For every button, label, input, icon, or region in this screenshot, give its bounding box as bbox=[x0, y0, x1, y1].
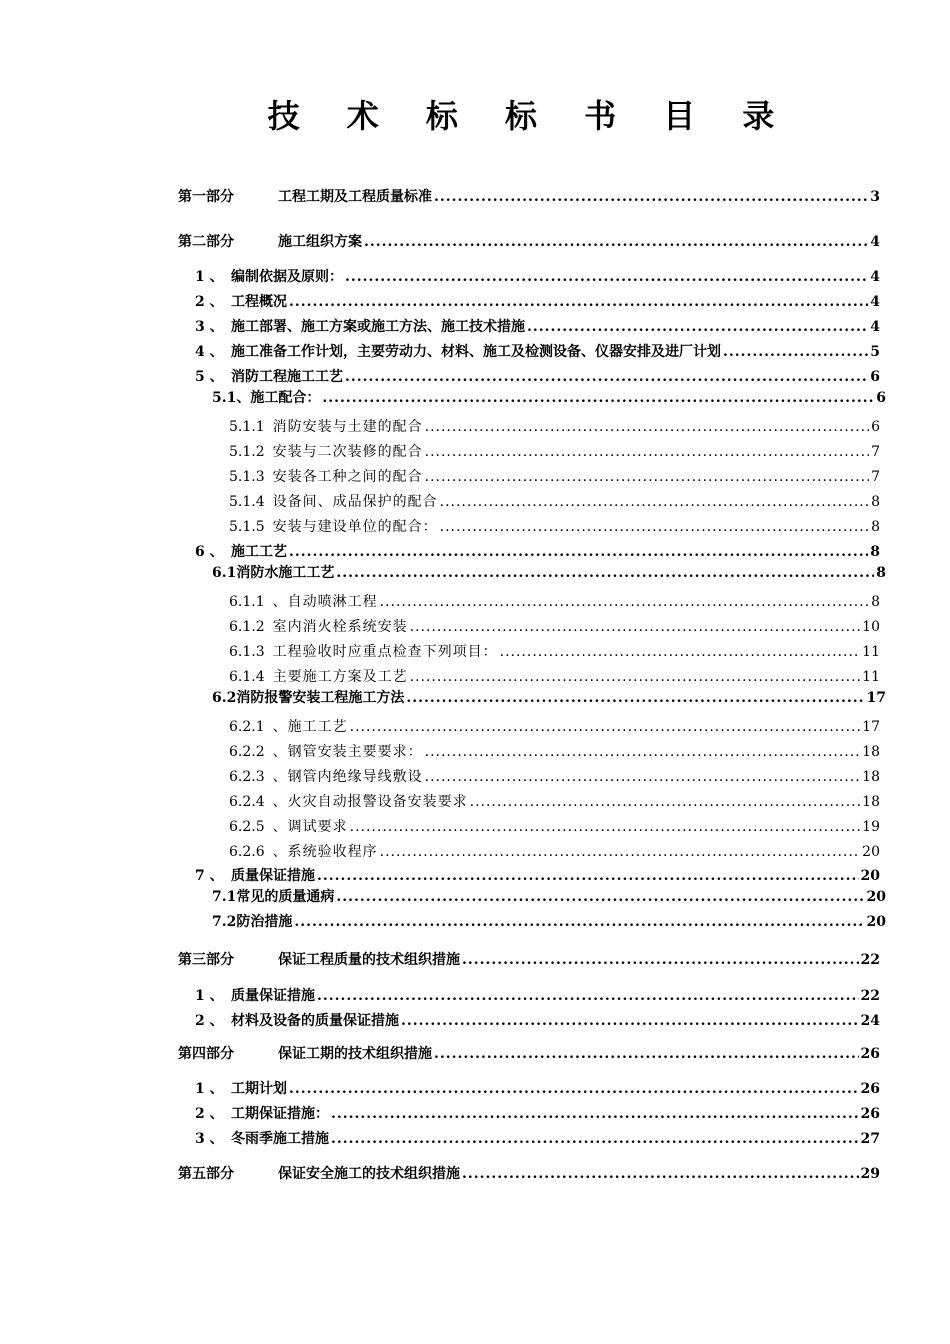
toc-entry-label: 消防水施工工艺 bbox=[236, 565, 335, 581]
dot-leader bbox=[345, 268, 868, 286]
toc-entry-label: 、钢管安装主要要求： bbox=[272, 744, 423, 760]
toc-entry-page: 6 bbox=[870, 369, 880, 385]
toc-entry-number: 6.2.5 bbox=[229, 819, 265, 835]
dot-leader bbox=[462, 1165, 859, 1183]
toc-entry[interactable] bbox=[229, 743, 880, 761]
toc-entry-page: 24 bbox=[860, 1013, 880, 1029]
toc-entry-number: 5.1.2 bbox=[229, 444, 265, 460]
toc-entry[interactable] bbox=[195, 293, 880, 311]
toc-entry-number: 6.2.3 bbox=[229, 769, 265, 785]
toc-entry-label: 常见的质量通病 bbox=[236, 889, 335, 905]
dot-leader bbox=[336, 564, 874, 582]
toc-entry[interactable] bbox=[195, 368, 880, 386]
toc-entry-page: 5 bbox=[870, 344, 880, 360]
dot-leader bbox=[294, 913, 864, 931]
toc-entry-page: 8 bbox=[871, 519, 880, 535]
toc-entry-number: 7.1 bbox=[212, 889, 237, 905]
toc-entry[interactable] bbox=[195, 318, 880, 336]
toc-entry-page: 26 bbox=[860, 1081, 880, 1097]
toc-entry-number: 7 、 bbox=[195, 868, 224, 884]
toc-entry-number: 4 、 bbox=[195, 344, 224, 360]
dot-leader bbox=[345, 368, 868, 386]
toc-entry[interactable] bbox=[178, 233, 880, 251]
toc-entry-page: 8 bbox=[871, 494, 880, 510]
toc-entry-number: 5 、 bbox=[195, 369, 224, 385]
toc-entry[interactable] bbox=[195, 1105, 880, 1123]
dot-leader bbox=[289, 1080, 859, 1098]
toc-entry-number: 第三部分 bbox=[178, 952, 234, 968]
toc-entry-label: 施工部署、施工方案或施工方法、施工技术措施 bbox=[231, 319, 525, 335]
toc-entry-number: 2 、 bbox=[195, 1013, 224, 1029]
dot-leader bbox=[440, 493, 869, 511]
toc-entry-page: 26 bbox=[860, 1106, 880, 1122]
toc-entry-number: 5.1.5 bbox=[229, 519, 265, 535]
dot-leader bbox=[410, 668, 861, 686]
dot-leader bbox=[331, 1105, 859, 1123]
toc-entry-number: 5.1.3 bbox=[229, 469, 265, 485]
toc-entry-number: 第一部分 bbox=[178, 189, 234, 205]
toc-entry-page: 26 bbox=[860, 1046, 880, 1062]
toc-entry-label: 安装各工种之间的配合 bbox=[272, 469, 423, 485]
dot-leader bbox=[289, 543, 868, 561]
dot-leader bbox=[425, 743, 861, 761]
toc-entry-number: 6 、 bbox=[195, 544, 224, 560]
dot-leader bbox=[380, 593, 869, 611]
toc-entry-page: 27 bbox=[860, 1131, 880, 1147]
toc-entry-page: 4 bbox=[870, 319, 880, 335]
toc-entry[interactable] bbox=[195, 1012, 880, 1030]
toc-entry-label: 冬雨季施工措施 bbox=[231, 1131, 329, 1147]
toc-entry-label: 安装与建设单位的配合： bbox=[272, 519, 438, 535]
toc-entry-page: 3 bbox=[870, 189, 880, 205]
dot-leader bbox=[380, 843, 861, 861]
toc-entry[interactable] bbox=[229, 468, 880, 486]
dot-leader bbox=[425, 418, 869, 436]
toc-entry[interactable] bbox=[229, 718, 880, 736]
toc-entry-label: 质量保证措施 bbox=[231, 988, 315, 1004]
toc-entry[interactable] bbox=[212, 689, 886, 707]
toc-entry-number: 6.1.1 bbox=[229, 594, 265, 610]
toc-entry-number: 6.1.4 bbox=[229, 669, 265, 685]
toc-entry-number: 6.1 bbox=[212, 565, 237, 581]
toc-entry-page: 11 bbox=[862, 669, 880, 685]
toc-entry-number: 7.2 bbox=[212, 914, 237, 930]
toc-entry-label: 、自动喷淋工程 bbox=[272, 594, 378, 610]
toc-entry[interactable] bbox=[195, 867, 880, 885]
dot-leader bbox=[364, 233, 868, 251]
toc-entry-page: 8 bbox=[876, 565, 886, 581]
toc-entry[interactable] bbox=[229, 518, 880, 536]
toc-entry-page: 8 bbox=[870, 544, 880, 560]
toc-entry[interactable] bbox=[178, 188, 880, 206]
toc-entry-label: 工期保证措施： bbox=[231, 1106, 329, 1122]
toc-entry-page: 22 bbox=[860, 952, 880, 968]
toc-entry-label: 工程工期及工程质量标准 bbox=[278, 189, 432, 205]
toc-entry-number: 第二部分 bbox=[178, 234, 234, 250]
toc-entry-label: 工期计划 bbox=[231, 1081, 287, 1097]
dot-leader bbox=[527, 318, 868, 336]
toc-entry-label: 施工配合： bbox=[250, 390, 321, 406]
toc-entry-page: 29 bbox=[860, 1166, 880, 1182]
toc-entry-number: 6.2.2 bbox=[229, 744, 265, 760]
toc-entry-label: 、火灾自动报警设备安装要求 bbox=[272, 794, 468, 810]
toc-entry-label: 工程验收时应重点检查下列项目： bbox=[272, 644, 498, 660]
toc-entry-page: 7 bbox=[871, 444, 880, 460]
toc-entry-page: 10 bbox=[862, 619, 880, 635]
toc-entry-label: 防治措施 bbox=[236, 914, 293, 930]
dot-leader bbox=[289, 293, 868, 311]
toc-entry-page: 11 bbox=[862, 644, 880, 660]
toc-entry[interactable] bbox=[212, 888, 886, 906]
toc-entry-page: 18 bbox=[862, 794, 880, 810]
dot-leader bbox=[434, 188, 868, 206]
toc-entry-number: 6.2 bbox=[212, 690, 237, 706]
toc-entry-page: 7 bbox=[871, 469, 880, 485]
dot-leader bbox=[350, 818, 861, 836]
toc-entry-label: 、调试要求 bbox=[272, 819, 348, 835]
toc-entry[interactable] bbox=[178, 1045, 880, 1063]
toc-entry-number: 1 、 bbox=[195, 269, 224, 285]
toc-entry-page: 17 bbox=[862, 719, 880, 735]
toc-entry-label: 工程概况 bbox=[231, 294, 287, 310]
toc-entry-number: 第五部分 bbox=[178, 1166, 234, 1182]
toc-entry-number: 6.2.6 bbox=[229, 844, 265, 860]
toc-entry[interactable] bbox=[229, 493, 880, 511]
toc-entry[interactable] bbox=[212, 389, 886, 407]
toc-entry-label: 质量保证措施 bbox=[231, 868, 315, 884]
toc-entry-label: 材料及设备的质量保证措施 bbox=[231, 1013, 399, 1029]
toc-entry-label: 、系统验收程序 bbox=[272, 844, 378, 860]
dot-leader bbox=[401, 1012, 859, 1030]
toc-entry-number: 3 、 bbox=[195, 319, 224, 335]
toc-entry-page: 4 bbox=[870, 294, 880, 310]
toc-entry[interactable] bbox=[212, 564, 886, 582]
toc-entry-page: 4 bbox=[870, 269, 880, 285]
toc-entry[interactable] bbox=[229, 818, 880, 836]
toc-entry-label: 保证工程质量的技术组织措施 bbox=[278, 952, 460, 968]
toc-entry-label: 、施工工艺 bbox=[272, 719, 348, 735]
toc-entry-number: 第四部分 bbox=[178, 1046, 234, 1062]
toc-entry[interactable] bbox=[195, 268, 880, 286]
dot-leader bbox=[500, 643, 861, 661]
toc-entry-number: 2 、 bbox=[195, 1106, 224, 1122]
toc-entry-label: 编制依据及原则： bbox=[231, 269, 343, 285]
toc-entry[interactable] bbox=[229, 668, 880, 686]
toc-entry-page: 20 bbox=[866, 889, 886, 905]
toc-entry-label: 安装与二次装修的配合 bbox=[272, 444, 423, 460]
dot-leader bbox=[434, 1045, 859, 1063]
toc-entry-page: 6 bbox=[871, 419, 880, 435]
toc-entry-number: 6.1.3 bbox=[229, 644, 265, 660]
toc-entry-label: 、钢管内绝缘导线敷设 bbox=[272, 769, 423, 785]
toc-entry-page: 8 bbox=[871, 594, 880, 610]
toc-entry[interactable] bbox=[195, 343, 880, 361]
toc-entry-number: 5.1、 bbox=[212, 390, 251, 406]
toc-entry-number: 5.1.4 bbox=[229, 494, 265, 510]
dot-leader bbox=[322, 389, 874, 407]
dot-leader bbox=[317, 987, 859, 1005]
toc-entry-number: 1 、 bbox=[195, 988, 224, 1004]
toc-entry-label: 施工准备工作计划，主要劳动力、材料、施工及检测设备、仪器安排及进厂计划 bbox=[231, 344, 721, 360]
dot-leader bbox=[425, 768, 861, 786]
toc-entry[interactable] bbox=[195, 543, 880, 561]
page-title: 技 术 标 标 书 目 录 bbox=[267, 97, 793, 135]
toc-entry-label: 施工组织方案 bbox=[278, 234, 362, 250]
dot-leader bbox=[336, 888, 864, 906]
toc-entry-page: 17 bbox=[866, 690, 886, 706]
toc-entry[interactable] bbox=[229, 418, 880, 436]
toc-entry-label: 施工工艺 bbox=[231, 544, 287, 560]
toc-entry[interactable] bbox=[229, 643, 880, 661]
toc-entry-label: 保证工期的技术组织措施 bbox=[278, 1046, 432, 1062]
dot-leader bbox=[331, 1130, 859, 1148]
toc-entry-number: 6.2.1 bbox=[229, 719, 265, 735]
dot-leader bbox=[440, 518, 869, 536]
toc-entry[interactable] bbox=[229, 593, 880, 611]
toc-entry-label: 消防报警安装工程施工方法 bbox=[236, 690, 405, 706]
toc-entry[interactable] bbox=[195, 1080, 880, 1098]
toc-entry-label: 设备间、成品保护的配合 bbox=[272, 494, 438, 510]
dot-leader bbox=[410, 618, 861, 636]
toc-entry-page: 18 bbox=[862, 769, 880, 785]
toc-entry[interactable] bbox=[195, 1130, 880, 1148]
toc-entry-page: 19 bbox=[862, 819, 880, 835]
toc-entry-number: 3 、 bbox=[195, 1131, 224, 1147]
toc-entry-page: 4 bbox=[870, 234, 880, 250]
toc-entry-page: 20 bbox=[862, 844, 880, 860]
dot-leader bbox=[470, 793, 861, 811]
toc-entry[interactable] bbox=[229, 768, 880, 786]
toc-entry-page: 6 bbox=[876, 390, 886, 406]
dot-leader bbox=[406, 689, 864, 707]
dot-leader bbox=[425, 468, 869, 486]
toc-entry-label: 消防安装与土建的配合 bbox=[272, 419, 423, 435]
toc-entry-number: 6.2.4 bbox=[229, 794, 265, 810]
toc-entry[interactable] bbox=[229, 618, 880, 636]
toc-entry-page: 20 bbox=[860, 868, 880, 884]
toc-entry-label: 保证安全施工的技术组织措施 bbox=[278, 1166, 460, 1182]
toc-entry[interactable] bbox=[229, 443, 880, 461]
toc-entry-label: 主要施工方案及工艺 bbox=[272, 669, 408, 685]
toc-entry-label: 室内消火栓系统安装 bbox=[272, 619, 408, 635]
dot-leader bbox=[317, 867, 859, 885]
dot-leader bbox=[425, 443, 869, 461]
toc-entry-page: 18 bbox=[862, 744, 880, 760]
toc-entry[interactable] bbox=[178, 951, 880, 969]
toc-entry[interactable] bbox=[229, 793, 880, 811]
toc-entry-page: 22 bbox=[860, 988, 880, 1004]
dot-leader bbox=[462, 951, 859, 969]
toc-entry[interactable] bbox=[229, 843, 880, 861]
toc-entry[interactable] bbox=[212, 913, 886, 931]
dot-leader bbox=[723, 343, 868, 361]
toc-entry-page: 20 bbox=[866, 914, 886, 930]
toc-entry-number: 1 、 bbox=[195, 1081, 224, 1097]
toc-entry-label: 消防工程施工工艺 bbox=[231, 369, 343, 385]
toc-entry[interactable] bbox=[195, 987, 880, 1005]
toc-entry[interactable] bbox=[178, 1165, 880, 1183]
dot-leader bbox=[350, 718, 861, 736]
toc-entry-number: 5.1.1 bbox=[229, 419, 265, 435]
toc-entry-number: 6.1.2 bbox=[229, 619, 265, 635]
toc-entry-number: 2 、 bbox=[195, 294, 224, 310]
